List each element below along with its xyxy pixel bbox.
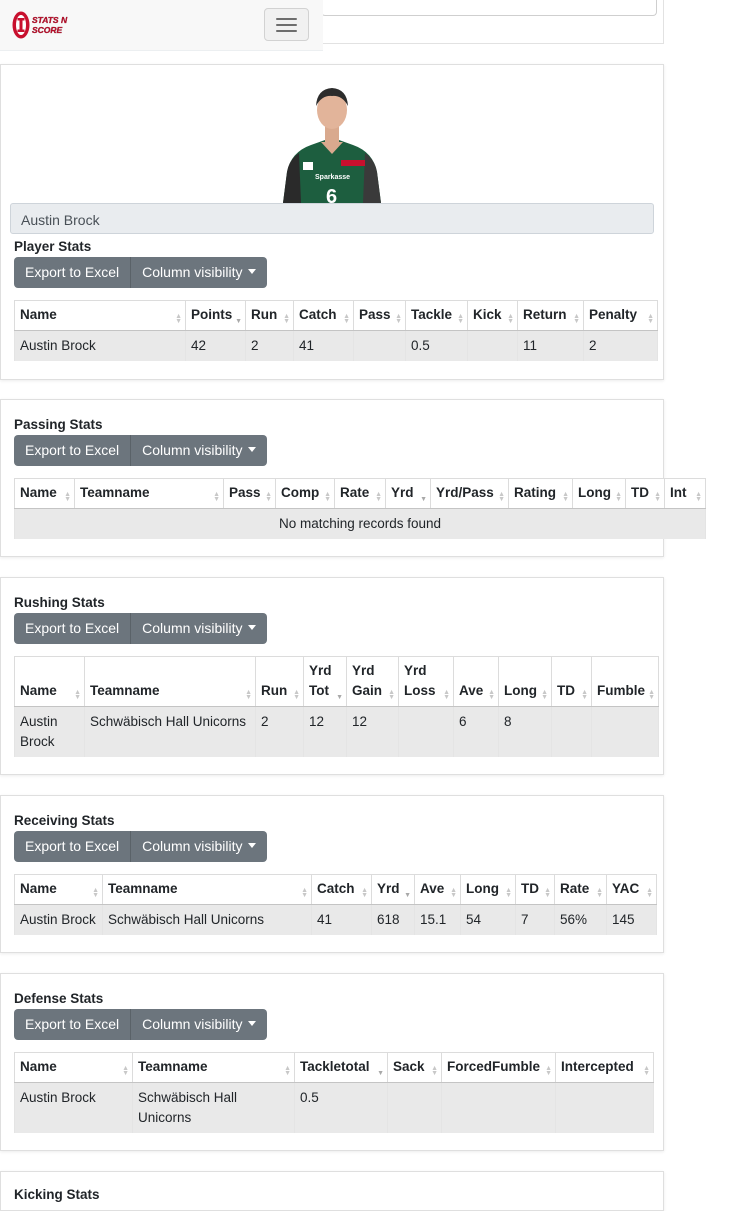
- export-excel-button[interactable]: Export to Excel: [14, 435, 130, 466]
- sort-icon: ▲ ▼: [646, 887, 653, 899]
- sort-icon: ▲ ▼: [283, 313, 290, 325]
- passing-stats-buttons: [14, 435, 267, 466]
- cell: 7: [516, 905, 555, 936]
- sort-icon: ▲ ▼: [343, 313, 350, 325]
- sort-icon: ▲ ▼: [122, 1065, 129, 1077]
- player-stats-table: [14, 300, 658, 361]
- sort-icon: ▲ ▼: [648, 689, 655, 701]
- column-visibility-label: Column visibility: [142, 264, 243, 280]
- sort-desc-icon: ▼: [420, 496, 427, 503]
- sort-icon: ▲ ▼: [395, 313, 402, 325]
- col-header-name[interactable]: Name ▲ ▼: [15, 875, 103, 905]
- cell: 12: [347, 707, 399, 758]
- sort-icon: ▲ ▼: [265, 491, 272, 503]
- cell: 0.5: [295, 1083, 388, 1134]
- sort-desc-icon: ▼: [377, 1070, 384, 1077]
- sort-icon: ▲ ▼: [647, 313, 654, 325]
- sort-icon: ▲ ▼: [573, 313, 580, 325]
- cell: 2: [256, 707, 304, 758]
- column-visibility-button[interactable]: [130, 257, 266, 288]
- kicking-card: [0, 1171, 664, 1211]
- caret-down-icon: [248, 1021, 256, 1026]
- cell: Austin Brock: [15, 905, 103, 936]
- cell: 41: [294, 331, 354, 362]
- col-header-yrd-pass[interactable]: Yrd/Pass ▲ ▼: [431, 479, 509, 509]
- sort-icon: ▲ ▼: [175, 313, 182, 325]
- col-header-long[interactable]: Long ▲ ▼: [461, 875, 516, 905]
- col-header-tackletotal[interactable]: Tackletotal ▼: [295, 1053, 388, 1083]
- col-header-comp[interactable]: Comp ▲ ▼: [276, 479, 335, 509]
- column-visibility-label: Column visibility: [142, 442, 243, 458]
- sort-icon: ▲ ▼: [581, 689, 588, 701]
- column-visibility-button[interactable]: [130, 613, 266, 644]
- col-header-rate[interactable]: Rate ▲ ▼: [555, 875, 607, 905]
- cell: 54: [461, 905, 516, 936]
- sort-icon: ▲ ▼: [64, 491, 71, 503]
- cell: [468, 331, 518, 362]
- caret-down-icon: [248, 843, 256, 848]
- sort-icon: ▲ ▼: [301, 887, 308, 899]
- col-header-fumble[interactable]: Fumble ▲ ▼: [592, 657, 659, 707]
- hamburger-icon: [276, 30, 297, 32]
- col-header-long[interactable]: Long ▲ ▼: [573, 479, 626, 509]
- col-header-run[interactable]: Run ▲ ▼: [256, 657, 304, 707]
- sort-icon: ▲ ▼: [361, 887, 368, 899]
- table-row: [15, 707, 659, 758]
- col-header-ave[interactable]: Ave ▲ ▼: [415, 875, 461, 905]
- col-header-name[interactable]: Name ▲ ▼: [15, 657, 85, 707]
- menu-toggle-button[interactable]: [264, 8, 309, 41]
- cell: 618: [372, 905, 415, 936]
- hamburger-icon: [276, 18, 297, 20]
- sort-icon: ▲ ▼: [74, 689, 81, 701]
- rushing-stats-table: [14, 656, 659, 757]
- export-excel-button[interactable]: Export to Excel: [14, 831, 130, 862]
- cell: Austin Brock: [15, 1083, 133, 1134]
- sort-icon: ▲ ▼: [245, 689, 252, 701]
- caret-down-icon: [248, 447, 256, 452]
- cell: [388, 1083, 442, 1134]
- stats-n-score-logo[interactable]: [10, 9, 72, 41]
- col-header-teamname[interactable]: Teamname ▲ ▼: [75, 479, 224, 509]
- col-header-yrd-gain[interactable]: Yrd Gain ▲ ▼: [347, 657, 399, 707]
- cell: 42: [186, 331, 246, 362]
- col-header-rate[interactable]: Rate ▲ ▼: [335, 479, 386, 509]
- cell: 41: [312, 905, 372, 936]
- table-row: [15, 905, 657, 936]
- column-visibility-button[interactable]: [130, 831, 266, 862]
- sort-icon: ▲ ▼: [541, 689, 548, 701]
- sort-icon: ▲ ▼: [562, 491, 569, 503]
- sort-icon: ▲ ▼: [443, 689, 450, 701]
- sort-icon: ▲ ▼: [615, 491, 622, 503]
- cell: Austin Brock: [15, 707, 85, 758]
- col-header-yrd[interactable]: Yrd ▼: [372, 875, 415, 905]
- player-stats-buttons: [14, 257, 267, 288]
- col-header-sack[interactable]: Sack ▲ ▼: [388, 1053, 442, 1083]
- rushing-stats-title: Rushing Stats: [14, 595, 105, 610]
- col-header-run[interactable]: Run ▲ ▼: [246, 301, 294, 331]
- col-header-catch[interactable]: Catch ▲ ▼: [294, 301, 354, 331]
- table-row: [15, 509, 706, 540]
- column-visibility-label: Column visibility: [142, 838, 243, 854]
- column-visibility-label: Column visibility: [142, 1016, 243, 1032]
- export-excel-button[interactable]: Export to Excel: [14, 613, 130, 644]
- cell: Schwäbisch Hall Unicorns: [103, 905, 312, 936]
- table-row: [15, 1083, 654, 1134]
- receiving-stats-title: Receiving Stats: [14, 813, 115, 828]
- col-header-catch[interactable]: Catch ▲ ▼: [312, 875, 372, 905]
- sort-icon: ▲ ▼: [695, 491, 702, 503]
- cell: 11: [518, 331, 584, 362]
- passing-stats-title: Passing Stats: [14, 417, 103, 432]
- col-header-yac[interactable]: YAC ▲ ▼: [607, 875, 657, 905]
- hamburger-icon: [276, 24, 297, 26]
- sort-icon: ▲ ▼: [498, 491, 505, 503]
- logo-line-1: STATS N: [32, 15, 68, 25]
- col-header-ave[interactable]: Ave ▲ ▼: [454, 657, 499, 707]
- player-photo: [281, 80, 383, 203]
- col-header-kick[interactable]: Kick ▲ ▼: [468, 301, 518, 331]
- cell: Austin Brock: [15, 331, 186, 362]
- col-header-penalty[interactable]: Penalty ▲ ▼: [584, 301, 658, 331]
- col-header-teamname[interactable]: Teamname ▲ ▼: [133, 1053, 295, 1083]
- empty-message: No matching records found: [15, 509, 706, 540]
- sort-icon: ▲ ▼: [643, 1065, 650, 1077]
- column-visibility-button[interactable]: [130, 1009, 266, 1040]
- sort-icon: ▲ ▼: [450, 887, 457, 899]
- col-header-td[interactable]: TD ▲ ▼: [516, 875, 555, 905]
- col-header-forcedfumble[interactable]: ForcedFumble ▲ ▼: [442, 1053, 556, 1083]
- col-header-name[interactable]: Name ▲ ▼: [15, 1053, 133, 1083]
- col-header-td[interactable]: TD ▲ ▼: [552, 657, 592, 707]
- player-stats-title: Player Stats: [14, 239, 92, 254]
- col-header-yrd[interactable]: Yrd ▼: [386, 479, 431, 509]
- col-header-name[interactable]: Name ▲ ▼: [15, 301, 186, 331]
- cell: Schwäbisch Hall Unicorns: [133, 1083, 295, 1134]
- cell: 8: [499, 707, 552, 758]
- col-header-int[interactable]: Int ▲ ▼: [665, 479, 706, 509]
- jersey-number: 6: [326, 186, 338, 203]
- sort-icon: ▲ ▼: [457, 313, 464, 325]
- cell: 2: [246, 331, 294, 362]
- sort-icon: ▲ ▼: [507, 313, 514, 325]
- cell: 2: [584, 331, 658, 362]
- sort-icon: ▲ ▼: [375, 491, 382, 503]
- navbar: [0, 0, 323, 51]
- column-visibility-button[interactable]: [130, 435, 266, 466]
- table-row: [15, 331, 658, 362]
- sort-desc-icon: ▼: [404, 892, 411, 899]
- search-input[interactable]: [321, 0, 657, 16]
- sort-desc-icon: ▼: [336, 694, 343, 701]
- passing-stats-table: [14, 478, 706, 539]
- column-visibility-label: Column visibility: [142, 620, 243, 636]
- cell: Schwäbisch Hall Unicorns: [85, 707, 256, 758]
- receiving-stats-table: [14, 874, 657, 935]
- cell: 56%: [555, 905, 607, 936]
- sort-icon: ▲ ▼: [92, 887, 99, 899]
- sort-icon: ▲ ▼: [596, 887, 603, 899]
- sort-icon: ▲ ▼: [545, 1065, 552, 1077]
- sort-icon: ▲ ▼: [654, 491, 661, 503]
- col-header-yrd-loss[interactable]: Yrd Loss ▲ ▼: [399, 657, 454, 707]
- defense-stats-title: Defense Stats: [14, 991, 104, 1006]
- sort-desc-icon: ▼: [235, 318, 242, 325]
- col-header-teamname[interactable]: Teamname ▲ ▼: [85, 657, 256, 707]
- col-header-intercepted[interactable]: Intercepted ▲ ▼: [556, 1053, 654, 1083]
- col-header-name[interactable]: Name ▲ ▼: [15, 479, 75, 509]
- col-header-long[interactable]: Long ▲ ▼: [499, 657, 552, 707]
- cell: [552, 707, 592, 758]
- sort-icon: ▲ ▼: [488, 689, 495, 701]
- cell: 15.1: [415, 905, 461, 936]
- sort-icon: ▲ ▼: [324, 491, 331, 503]
- cell: [556, 1083, 654, 1134]
- col-header-yrd-tot[interactable]: Yrd Tot ▼: [304, 657, 347, 707]
- player-name-field[interactable]: Austin Brock: [10, 203, 654, 234]
- export-excel-button[interactable]: Export to Excel: [14, 1009, 130, 1040]
- receiving-stats-buttons: [14, 831, 267, 862]
- cell: [354, 331, 406, 362]
- defense-stats-table: [14, 1052, 654, 1133]
- defense-stats-buttons: [14, 1009, 267, 1040]
- col-header-pass[interactable]: Pass ▲ ▼: [354, 301, 406, 331]
- logo-line-2: SCORE: [32, 25, 63, 35]
- export-excel-button[interactable]: Export to Excel: [14, 257, 130, 288]
- caret-down-icon: [248, 269, 256, 274]
- cell: [592, 707, 659, 758]
- cell: [399, 707, 454, 758]
- col-header-pass[interactable]: Pass ▲ ▼: [224, 479, 276, 509]
- sort-icon: ▲ ▼: [213, 491, 220, 503]
- search-card: [300, 0, 664, 44]
- cell: 0.5: [406, 331, 468, 362]
- sort-icon: ▲ ▼: [293, 689, 300, 701]
- cell: 6: [454, 707, 499, 758]
- cell: [442, 1083, 556, 1134]
- col-header-teamname[interactable]: Teamname ▲ ▼: [103, 875, 312, 905]
- col-header-td[interactable]: TD ▲ ▼: [626, 479, 665, 509]
- sort-icon: ▲ ▼: [544, 887, 551, 899]
- col-header-points[interactable]: Points ▼: [186, 301, 246, 331]
- rushing-stats-buttons: [14, 613, 267, 644]
- col-header-return[interactable]: Return ▲ ▼: [518, 301, 584, 331]
- caret-down-icon: [248, 625, 256, 630]
- cell: 145: [607, 905, 657, 936]
- sort-icon: ▲ ▼: [431, 1065, 438, 1077]
- sort-icon: ▲ ▼: [284, 1065, 291, 1077]
- col-header-tackle[interactable]: Tackle ▲ ▼: [406, 301, 468, 331]
- sort-icon: ▲ ▼: [388, 689, 395, 701]
- jersey-sponsor: Sparkasse: [315, 174, 351, 181]
- col-header-rating[interactable]: Rating ▲ ▼: [509, 479, 573, 509]
- cell: 12: [304, 707, 347, 758]
- sort-icon: ▲ ▼: [505, 887, 512, 899]
- kicking-stats-title: Kicking Stats: [14, 1187, 100, 1202]
